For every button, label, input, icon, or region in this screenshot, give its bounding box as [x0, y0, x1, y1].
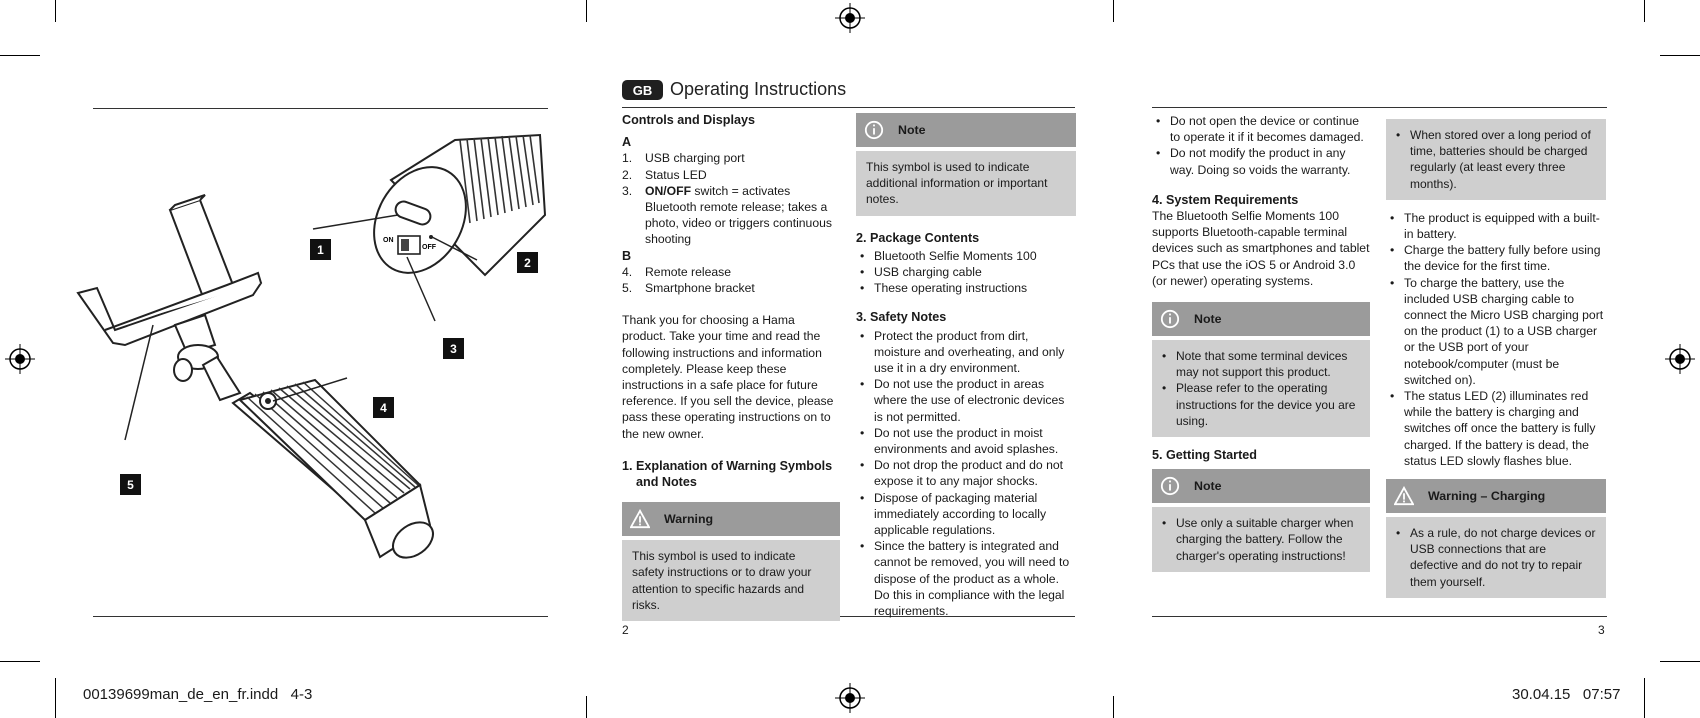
callout-5: 5 [120, 474, 141, 495]
column-3 [1152, 113, 1370, 572]
registration-mark-icon [5, 344, 35, 374]
group-a-label: A [622, 135, 632, 150]
getting-started-list [1386, 210, 1606, 469]
list-item: • Protect the product from dirt, moisture and overheating, and only use it in a dry environment. [856, 328, 1076, 377]
page-number-left: 2 [622, 623, 629, 637]
list-item: • Dispose of packaging material immediately according to locally applicable regulations. [856, 490, 1076, 539]
battery-storage-note [1386, 119, 1606, 200]
list-item: • USB charging cable [856, 264, 1076, 280]
safety-notes-continued-list [1152, 113, 1370, 178]
warning-description [1386, 517, 1606, 598]
list-item: • Do not use the product in moist environments and avoid splashes. [856, 425, 1076, 457]
list-item: 4. Remote release [622, 264, 732, 279]
info-icon [864, 120, 884, 140]
note-description [1152, 340, 1370, 437]
smartphone-bracket-drawing [78, 195, 261, 400]
note-bar [1152, 302, 1370, 336]
list-item: • Use only a suitable charger when charging the battery. Follow the charger's operating instructions! [1162, 515, 1360, 564]
package-contents-list [856, 248, 1076, 297]
crop-mark [0, 55, 40, 56]
crop-mark [1660, 661, 1700, 662]
switch-off-label: OFF [422, 244, 436, 251]
warning-bar [622, 502, 840, 536]
section-4-heading: 4. System Requirements [1152, 192, 1299, 207]
callout-2: 2 [517, 252, 538, 273]
section-5-heading: 5. Getting Started [1152, 448, 1257, 463]
registration-mark-icon [835, 3, 865, 33]
crop-mark [1644, 678, 1645, 718]
footer-filename: 00139699man_de_en_fr.indd 4-3 [83, 686, 313, 703]
selfie-stick-drawing [233, 380, 440, 565]
crop-mark [1660, 55, 1700, 56]
registration-mark-icon [1665, 344, 1695, 374]
callout-3: 3 [443, 338, 464, 359]
registration-mark-icon [835, 683, 865, 713]
list-item: • These operating instructions [856, 280, 1076, 296]
list-item: • Since the battery is integrated and cannot be removed, you will need to dispose of the product as a whole. Do this in compliance with the legal requirements. [856, 538, 1076, 619]
crop-mark [1113, 0, 1114, 22]
header-rule [622, 107, 1075, 108]
list-item: • Do not modify the product in any way. Doing so voids the warranty. [1152, 145, 1370, 177]
section-3-heading: 3. Safety Notes [856, 310, 947, 325]
warning-label: Warning – Charging [1428, 488, 1546, 503]
page-number-right: 3 [1598, 623, 1605, 637]
list-item: 3. ON/OFF switch = activates Bluetooth remote release; takes a photo, video or triggers continuous shooting [622, 183, 832, 247]
page-title: Operating Instructions [670, 79, 847, 99]
callout-1: 1 [310, 239, 331, 260]
list-item: • Do not open the device or continue to operate it if it becomes damaged. [1152, 113, 1370, 145]
crop-mark [1113, 696, 1114, 718]
list-item: • The status LED (2) illuminates red while the battery is charging and switches off once the battery is fully charged. If the battery is dead, the status LED slowly flashes blue. [1386, 388, 1606, 469]
system-requirements-text: The Bluetooth Selfie Moments 100 supports Bluetooth-capable terminal devices such as smartphones and tablet PCs that use the iOS 5 or Android 3.0 (or newer) operating systems. [1152, 209, 1370, 288]
page-rule-top-left [93, 108, 548, 109]
crop-mark [0, 661, 40, 662]
warning-description: This symbol is used to indicate safety instructions or to draw your attention to specific hazards and risks. [622, 540, 840, 621]
note-description: This symbol is used to indicate additional information or important notes. [856, 151, 1076, 216]
section-1-heading: 1. Explanation of Warning Symbols and Notes [622, 458, 833, 490]
list-item: • The product is equipped with a built-in battery. [1386, 210, 1606, 242]
crop-mark [55, 0, 56, 22]
footer-timestamp: 30.04.15 07:57 [1512, 686, 1621, 703]
product-illustration [75, 125, 555, 605]
note-bar [1152, 469, 1370, 503]
page-rule-bottom-right [1152, 616, 1607, 617]
column-2 [856, 113, 1076, 619]
info-icon [1160, 309, 1180, 329]
warning-triangle-icon [630, 509, 650, 529]
intro-paragraph: Thank you for choosing a Hama product. Take your time and read the following instructions and information completely. Please keep these instructions in a safe place for future reference. If you sell the device, please pass these operating instructions on to the new owner. [622, 313, 834, 441]
list-item: • Bluetooth Selfie Moments 100 [856, 248, 1076, 264]
crop-mark [55, 678, 56, 718]
crop-mark [586, 0, 587, 22]
callout-4: 4 [373, 397, 394, 418]
page-rule-bottom-left [93, 616, 548, 617]
safety-notes-list [856, 328, 1076, 620]
column-1 [622, 112, 840, 621]
list-item: 2. Status LED [622, 167, 707, 182]
info-icon [1160, 476, 1180, 496]
list-item: • To charge the battery, use the included USB charging cable to connect the Micro USB charging port on the product (1) to a USB charger or the USB port of your notebook/computer (must be switched on). [1386, 275, 1606, 388]
list-item: • Charge the battery fully before using the device for the first time. [1386, 242, 1606, 274]
warning-triangle-icon [1394, 486, 1414, 506]
list-item: 5. Smartphone bracket [622, 281, 755, 296]
list-item: • Do not use the product in areas where the use of electronic devices is not permitted. [856, 376, 1076, 425]
group-b-label: B [622, 248, 632, 263]
list-item: • Do not drop the product and do not expose it to any major shocks. [856, 457, 1076, 489]
note-label: Note [898, 122, 926, 137]
warning-charging-bar [1386, 479, 1606, 513]
lang-badge: GB [622, 80, 663, 100]
warning-label: Warning [664, 512, 714, 527]
switch-on-label: ON [383, 237, 394, 244]
note-bar [856, 113, 1076, 147]
crop-mark [1644, 0, 1645, 22]
list-item: • Please refer to the operating instructions for the device you are using. [1162, 380, 1360, 429]
list-item: • As a rule, do not charge devices or USB connections that are defective and do not try to repair them yourself. [1396, 525, 1596, 590]
section-2-heading: 2. Package Contents [856, 230, 980, 245]
note-label: Note [1194, 479, 1222, 494]
controls-list-b [622, 264, 840, 296]
note-description [1152, 507, 1370, 572]
list-item: 1. USB charging port [622, 151, 745, 166]
note-label: Note [1194, 311, 1222, 326]
list-item: • When stored over a long period of time, batteries should be charged regularly (at least every three months). [1396, 127, 1596, 192]
crop-mark [586, 696, 587, 718]
controls-heading: Controls and Displays [622, 113, 755, 127]
page-rule-top-right [1152, 107, 1607, 108]
controls-list-a [622, 150, 840, 247]
list-item: • Note that some terminal devices may not support this product. [1162, 348, 1360, 380]
column-4 [1386, 119, 1606, 598]
